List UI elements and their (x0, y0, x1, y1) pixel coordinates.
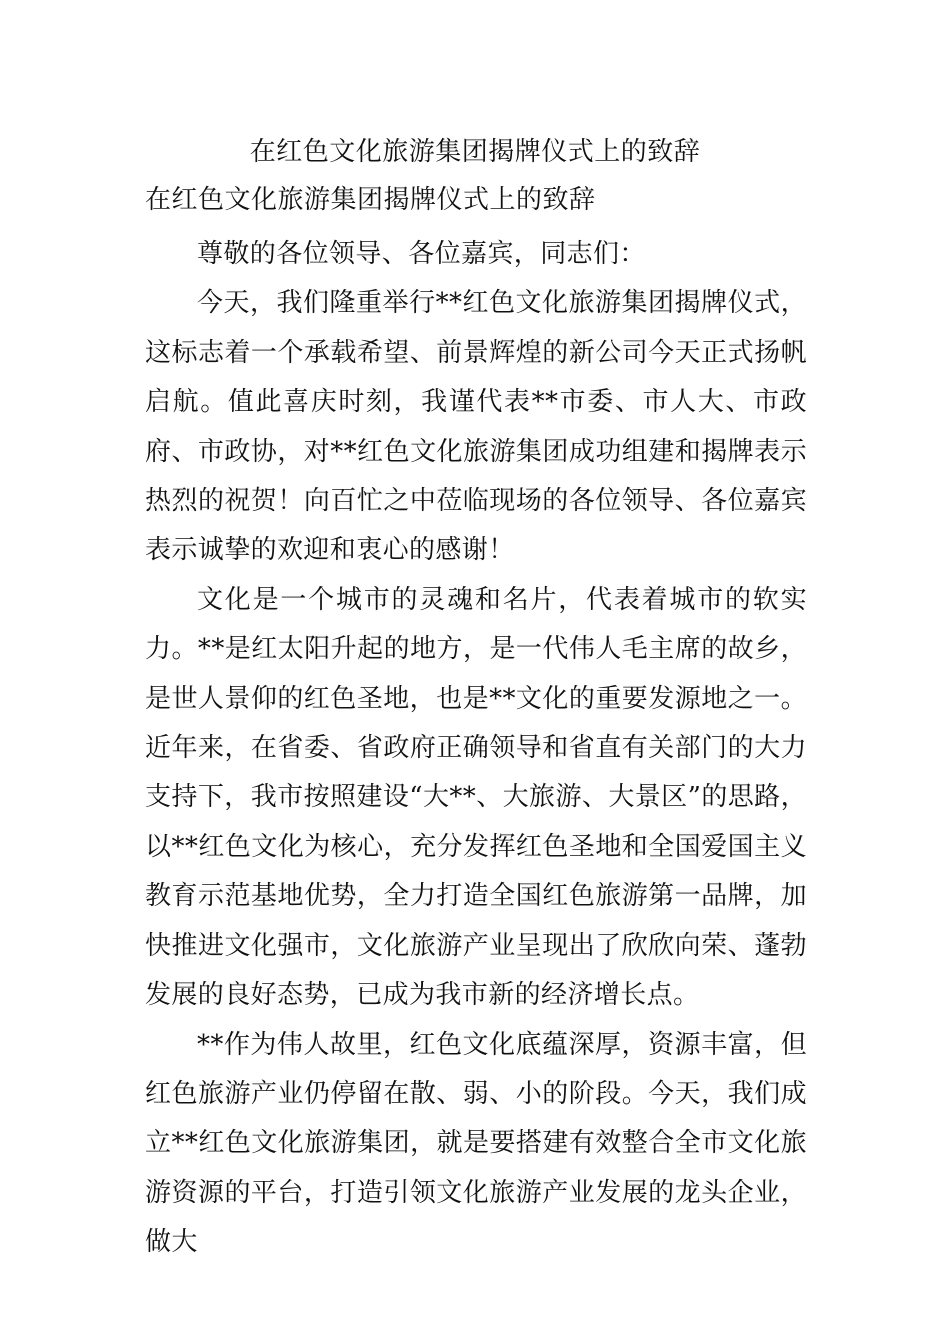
body-paragraph: 文化是一个城市的灵魂和名片，代表着城市的软实力。**是红太阳升起的地方，是一代伟人毛主席的故乡，是世人景仰的红色圣地，也是**文化的重要发源地之一。近年来，在省委、省政府正确领导和省直有关部门的大力支持下，我市按照建设“大**、大旅游、大景区”的思路，以**红色文化为核心，充分发挥红色圣地和全国爱国主义教育示范基地优势，全力打造全国红色旅游第一品牌，加快推进文化强市，文化旅游产业呈现出了欣欣向荣、蓬勃发展的良好态势，已成为我市新的经济增长点。 (145, 584, 807, 1011)
body-paragraph: 今天，我们隆重举行**红色文化旅游集团揭牌仪式，这标志着一个承载希望、前景辉煌的新公司今天正式扬帆启航。值此喜庆时刻，我谨代表**市委、市人大、市政府、市政协，对**红色文化旅游集团成功组建和揭牌表示热烈的祝贺！向百忙之中莅临现场的各位领导、各位嘉宾表示诚挚的欢迎和衷心的感谢！ (145, 288, 807, 566)
document-subtitle: 在红色文化旅游集团揭牌仪式上的致辞 (145, 185, 596, 215)
document-title: 在红色文化旅游集团揭牌仪式上的致辞 (249, 137, 701, 167)
body-paragraph: **作为伟人故里，红色文化底蕴深厚，资源丰富，但红色旅游产业仍停留在散、弱、小的阶段。今天，我们成立**红色文化旅游集团，就是要搭建有效整合全市文化旅游资源的平台，打造引领文化旅游产业发展的龙头企业，做大 (145, 1029, 807, 1258)
salutation-paragraph: 尊敬的各位领导、各位嘉宾，同志们： (197, 239, 646, 269)
document-body (145, 230, 807, 1268)
